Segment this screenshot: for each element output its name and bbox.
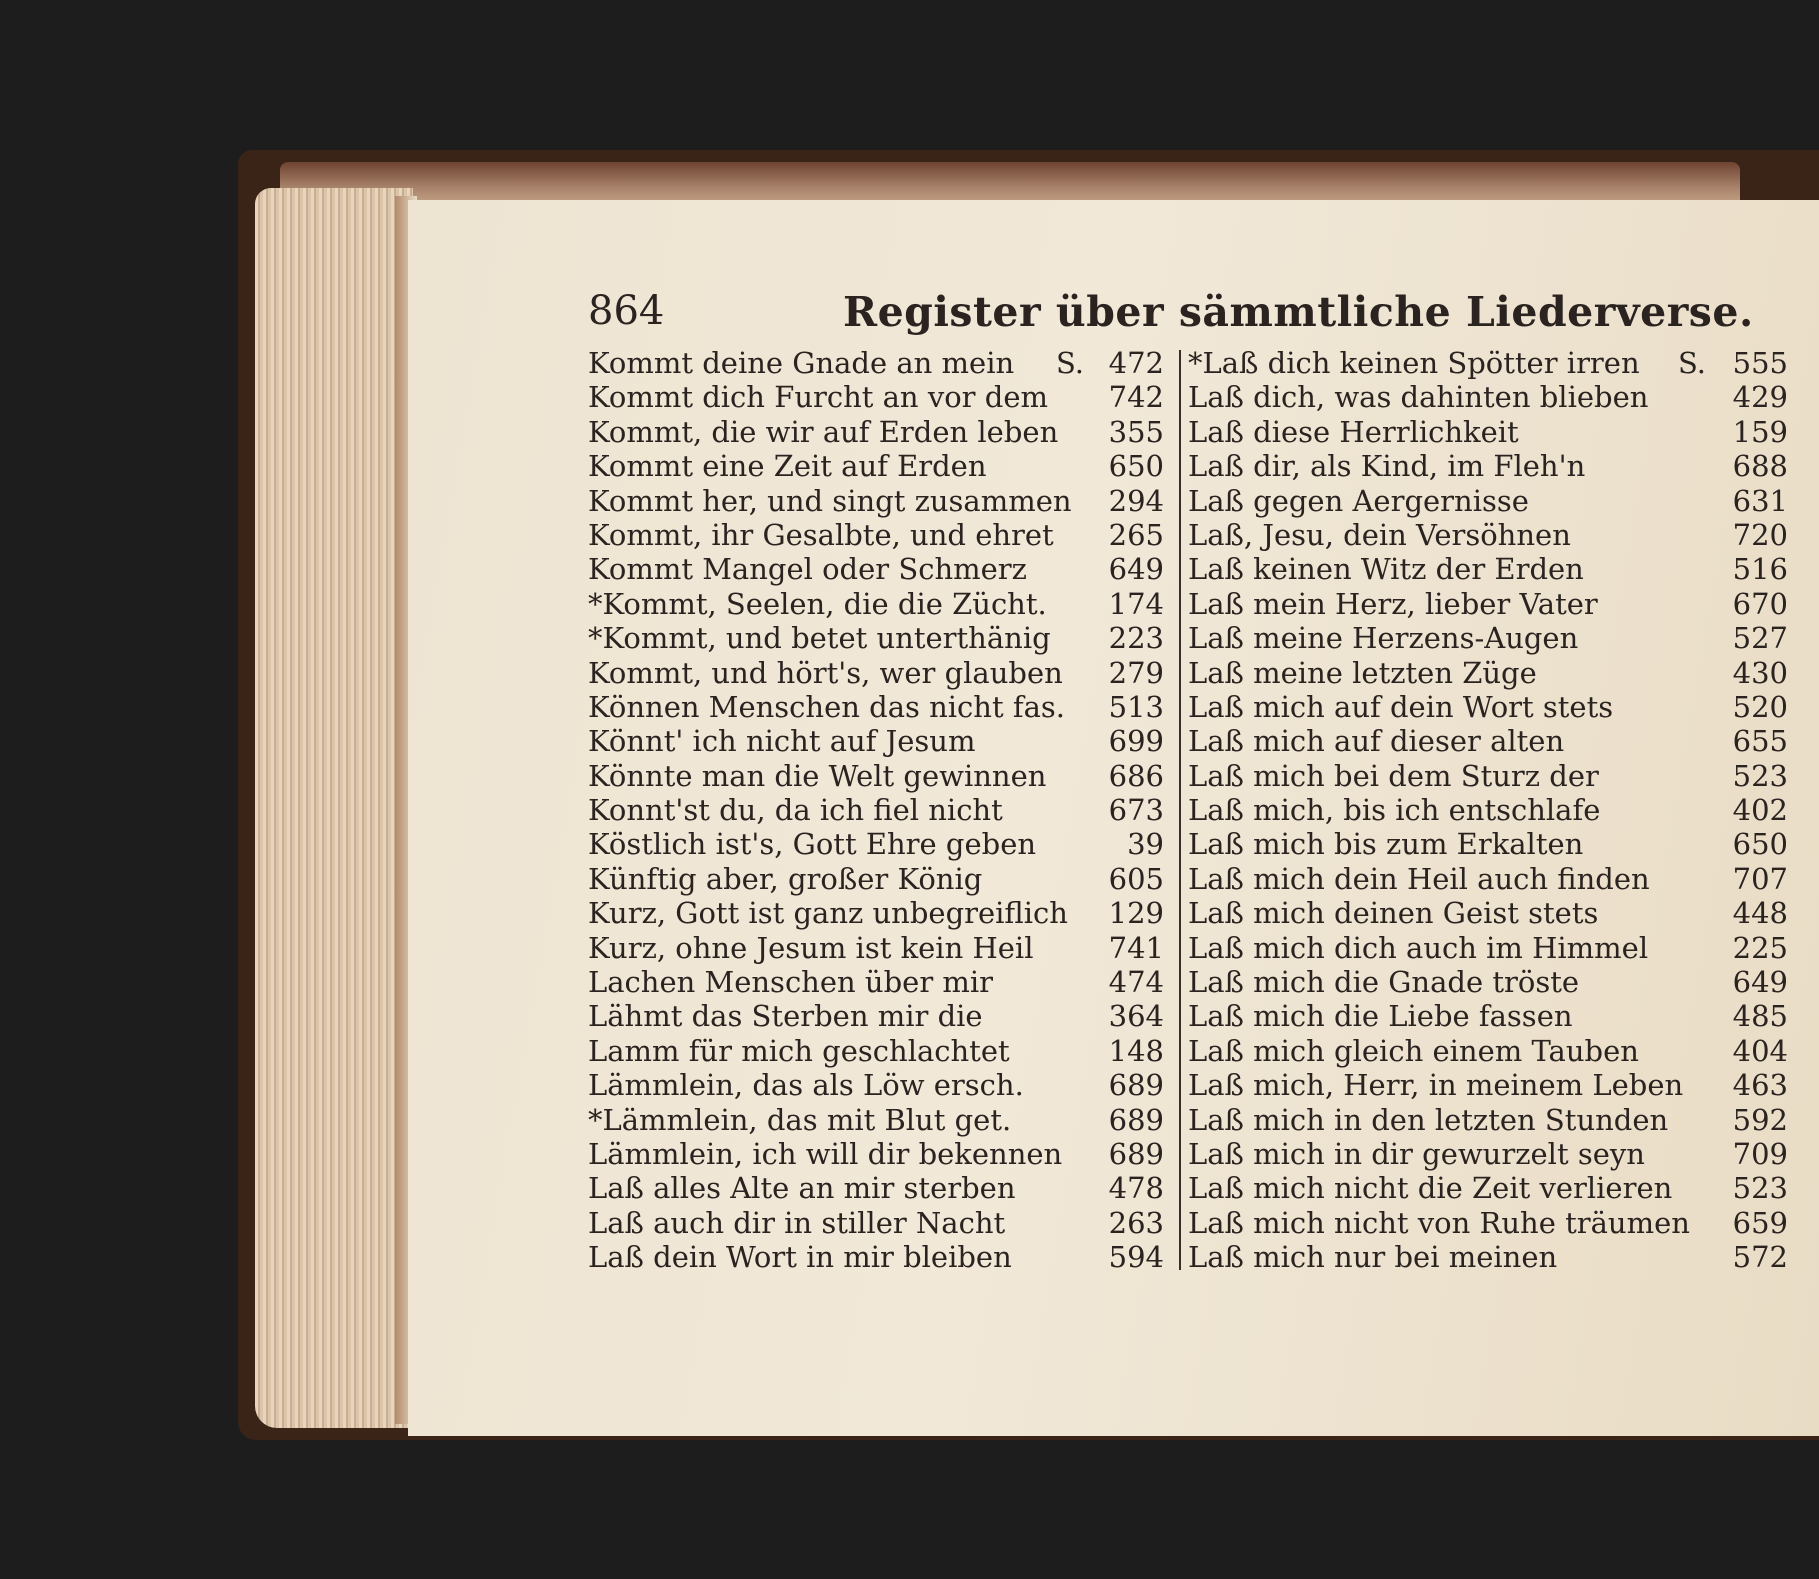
index-entry xyxy=(588,690,1164,724)
book-page xyxy=(408,200,1819,1436)
entry-text: Laß dich, was dahinten blieben xyxy=(1188,380,1649,415)
entry-text: Laß mich auf dein Wort stets xyxy=(1188,689,1614,724)
entry-text: Laß mich, Herr, in meinem Leben xyxy=(1188,1068,1684,1103)
entry-text: Laß mich nicht die Zeit verlieren xyxy=(1188,1171,1673,1206)
index-entry xyxy=(588,759,1164,793)
entry-text: Laß auch dir in stiller Nacht xyxy=(588,1205,1006,1240)
entry-text: Lachen Menschen über mir xyxy=(588,965,994,1000)
index-column-right xyxy=(1188,346,1788,1275)
entry-page-ref: 364 xyxy=(1108,999,1164,1034)
index-entry xyxy=(588,380,1164,414)
index-entry xyxy=(588,1103,1164,1137)
index-entry xyxy=(1188,587,1788,621)
index-entry xyxy=(1188,1068,1788,1102)
entry-text: *Kommt, und betet unterthänig xyxy=(588,621,1051,656)
entry-text: Laß mich deinen Geist stets xyxy=(1188,896,1599,931)
entry-page-ref: 742 xyxy=(1108,380,1164,415)
entry-text: Laß mich auf dieser alten xyxy=(1188,724,1565,759)
entry-page-ref: 650 xyxy=(1732,827,1788,862)
entry-text: Laß meine Herzens-Augen xyxy=(1188,621,1579,656)
index-entry xyxy=(588,965,1164,999)
entry-text: Laß mich, bis ich entschlafe xyxy=(1188,793,1601,828)
entry-page-ref: 279 xyxy=(1108,655,1164,690)
index-entry xyxy=(1188,862,1788,896)
index-entry xyxy=(1188,1034,1788,1068)
entry-page-ref: 709 xyxy=(1732,1136,1788,1171)
index-entry xyxy=(588,896,1164,930)
index-entry xyxy=(588,827,1164,861)
entry-text: Laß alles Alte an mir sterben xyxy=(588,1171,1016,1206)
index-entry xyxy=(588,656,1164,690)
entry-text: *Laß dich keinen Spötter irren xyxy=(1188,346,1640,380)
entry-page-ref: 572 xyxy=(1732,1240,1788,1275)
entry-text: Köstlich ist's, Gott Ehre geben xyxy=(588,827,1037,862)
entry-text: Kommt, die wir auf Erden leben xyxy=(588,414,1059,449)
index-entry xyxy=(588,793,1164,827)
entry-text: Laß mich bei dem Sturz der xyxy=(1188,758,1599,793)
book-top-edge xyxy=(280,162,1740,204)
entry-page-ref: 649 xyxy=(1732,965,1788,1000)
entry-text: Kommt her, und singt zusammen xyxy=(588,483,1072,518)
entry-page-ref: 225 xyxy=(1732,930,1788,965)
entry-text: Kommt deine Gnade an mein xyxy=(588,346,1015,380)
index-entry xyxy=(1188,1137,1788,1171)
index-entry xyxy=(1188,656,1788,690)
index-entry xyxy=(588,1068,1164,1102)
index-entry xyxy=(1188,1240,1788,1274)
index-entry xyxy=(588,1240,1164,1274)
page-title: Register über sämmtliche Liederverse. xyxy=(843,288,1754,336)
entry-page-ref: 649 xyxy=(1108,552,1164,587)
index-entry xyxy=(588,999,1164,1033)
entry-page-ref: 129 xyxy=(1108,896,1164,931)
index-entry xyxy=(588,1137,1164,1171)
entry-text: Laß mich die Gnade tröste xyxy=(1188,965,1580,1000)
index-entry xyxy=(1188,380,1788,414)
entry-page-ref: 265 xyxy=(1108,517,1164,552)
index-entry xyxy=(1188,621,1788,655)
index-entry xyxy=(1188,552,1788,586)
entry-text: Kurz, ohne Jesum ist kein Heil xyxy=(588,930,1034,965)
entry-text: Lamm für mich geschlachtet xyxy=(588,1033,1010,1068)
entry-text: Laß mich nur bei meinen xyxy=(1188,1240,1558,1275)
entry-text: Laß mein Herz, lieber Vater xyxy=(1188,586,1598,621)
entry-page-ref: 478 xyxy=(1108,1171,1164,1206)
entry-text: Laß, Jesu, dein Versöhnen xyxy=(1188,517,1571,552)
entry-page-ref: 263 xyxy=(1108,1205,1164,1240)
entry-page-ref: 472 xyxy=(1108,346,1164,380)
seite-marker: S. xyxy=(1055,346,1084,380)
entry-page-ref: 429 xyxy=(1732,380,1788,415)
entry-page-ref: 592 xyxy=(1732,1102,1788,1137)
index-entry xyxy=(1188,827,1788,861)
entry-page-ref: 631 xyxy=(1732,483,1788,518)
page-stack-edge xyxy=(255,188,413,1428)
entry-page-ref: 689 xyxy=(1108,1068,1164,1103)
index-entry xyxy=(588,862,1164,896)
index-entry xyxy=(588,449,1164,483)
entry-page-ref: 650 xyxy=(1108,449,1164,484)
index-entry xyxy=(588,415,1164,449)
entry-page-ref: 689 xyxy=(1108,1102,1164,1137)
entry-page-ref: 686 xyxy=(1108,758,1164,793)
entry-page-ref: 516 xyxy=(1732,552,1788,587)
entry-text: Lämmlein, ich will dir bekennen xyxy=(588,1136,1063,1171)
seite-marker: S. xyxy=(1677,346,1706,380)
entry-text: Laß diese Herrlichkeit xyxy=(1188,414,1519,449)
entry-text: *Kommt, Seelen, die die Zücht. xyxy=(588,586,1047,621)
index-entry xyxy=(1188,1206,1788,1240)
entry-text: Könnt' ich nicht auf Jesum xyxy=(588,724,976,759)
entry-page-ref: 741 xyxy=(1108,930,1164,965)
entry-text: Kommt dich Furcht an vor dem xyxy=(588,380,1048,415)
index-entry xyxy=(588,587,1164,621)
entry-page-ref: 527 xyxy=(1732,621,1788,656)
entry-page-ref: 404 xyxy=(1732,1033,1788,1068)
entry-page-ref: 39 xyxy=(1127,827,1164,862)
entry-page-ref: 355 xyxy=(1108,414,1164,449)
index-column-left xyxy=(588,346,1164,1275)
index-entry xyxy=(1188,793,1788,827)
entry-text: Laß dir, als Kind, im Fleh'n xyxy=(1188,449,1586,484)
entry-text: Laß mich bis zum Erkalten xyxy=(1188,827,1584,862)
entry-page-ref: 707 xyxy=(1732,861,1788,896)
entry-page-ref: 223 xyxy=(1108,621,1164,656)
index-entry xyxy=(1188,999,1788,1033)
entry-page-ref: 655 xyxy=(1732,724,1788,759)
entry-page-ref: 430 xyxy=(1732,655,1788,690)
entry-text: Laß gegen Aergernisse xyxy=(1188,483,1529,518)
entry-text: Kommt Mangel oder Schmerz xyxy=(588,552,1027,587)
entry-page-ref: 523 xyxy=(1732,1171,1788,1206)
entry-page-ref: 659 xyxy=(1732,1205,1788,1240)
entry-page-ref: 520 xyxy=(1732,689,1788,724)
entry-page-ref: 555 xyxy=(1732,346,1788,380)
entry-page-ref: 174 xyxy=(1108,586,1164,621)
index-entry xyxy=(1188,965,1788,999)
entry-text: Laß dein Wort in mir bleiben xyxy=(588,1240,1012,1275)
entry-text: Laß mich in den letzten Stunden xyxy=(1188,1102,1669,1137)
index-entry xyxy=(1188,346,1788,380)
index-entry xyxy=(588,518,1164,552)
entry-page-ref: 513 xyxy=(1108,689,1164,724)
entry-text: Laß mich in dir gewurzelt seyn xyxy=(1188,1136,1645,1171)
entry-page-ref: 448 xyxy=(1732,896,1788,931)
entry-text: Lähmt das Sterben mir die xyxy=(588,999,983,1034)
entry-page-ref: 594 xyxy=(1108,1240,1164,1275)
entry-text: Künftig aber, großer König xyxy=(588,861,983,896)
entry-page-ref: 523 xyxy=(1732,758,1788,793)
entry-text: Kommt, ihr Gesalbte, und ehret xyxy=(588,517,1054,552)
index-entry xyxy=(1188,1103,1788,1137)
index-entry xyxy=(588,1206,1164,1240)
entry-page-ref: 605 xyxy=(1108,861,1164,896)
entry-text: Laß meine letzten Züge xyxy=(1188,655,1537,690)
entry-page-ref: 148 xyxy=(1108,1033,1164,1068)
page-header xyxy=(588,288,1754,348)
entry-page-ref: 720 xyxy=(1732,517,1788,552)
entry-text: Laß mich nicht von Ruhe träumen xyxy=(1188,1205,1690,1240)
index-entry xyxy=(588,724,1164,758)
entry-text: Kommt, und hört's, wer glauben xyxy=(588,655,1063,690)
index-entry xyxy=(588,621,1164,655)
entry-page-ref: 294 xyxy=(1108,483,1164,518)
index-entry xyxy=(1188,518,1788,552)
entry-page-ref: 463 xyxy=(1732,1068,1788,1103)
entry-text: Laß keinen Witz der Erden xyxy=(1188,552,1584,587)
entry-text: Lämmlein, das als Löw ersch. xyxy=(588,1068,1024,1103)
index-entry xyxy=(1188,449,1788,483)
column-divider xyxy=(1179,350,1181,1270)
entry-text: Konnt'st du, da ich fiel nicht xyxy=(588,793,1003,828)
index-entry xyxy=(588,1171,1164,1205)
index-entry xyxy=(588,346,1164,380)
index-entry xyxy=(1188,896,1788,930)
index-entry xyxy=(588,1034,1164,1068)
entry-page-ref: 689 xyxy=(1108,1136,1164,1171)
entry-text: Laß mich dich auch im Himmel xyxy=(1188,930,1649,965)
entry-page-ref: 670 xyxy=(1732,586,1788,621)
index-entry xyxy=(1188,484,1788,518)
entry-page-ref: 485 xyxy=(1732,999,1788,1034)
entry-text: Laß mich dein Heil auch finden xyxy=(1188,861,1650,896)
entry-page-ref: 159 xyxy=(1732,414,1788,449)
entry-text: Kommt eine Zeit auf Erden xyxy=(588,449,987,484)
index-entry xyxy=(588,931,1164,965)
page-number: 864 xyxy=(588,288,665,334)
index-entry xyxy=(1188,724,1788,758)
index-entry xyxy=(1188,415,1788,449)
index-entry xyxy=(588,552,1164,586)
index-entry xyxy=(1188,931,1788,965)
index-entry xyxy=(588,484,1164,518)
entry-page-ref: 699 xyxy=(1108,724,1164,759)
entry-text: Könnte man die Welt gewinnen xyxy=(588,758,1047,793)
index-entry xyxy=(1188,1171,1788,1205)
entry-text: Kurz, Gott ist ganz unbegreiflich xyxy=(588,896,1068,931)
entry-page-ref: 688 xyxy=(1732,449,1788,484)
entry-text: *Lämmlein, das mit Blut get. xyxy=(588,1102,1012,1137)
entry-page-ref: 673 xyxy=(1108,793,1164,828)
index-entry xyxy=(1188,759,1788,793)
entry-text: Können Menschen das nicht fas. xyxy=(588,689,1065,724)
index-entry xyxy=(1188,690,1788,724)
entry-text: Laß mich gleich einem Tauben xyxy=(1188,1033,1639,1068)
entry-text: Laß mich die Liebe fassen xyxy=(1188,999,1573,1034)
entry-page-ref: 402 xyxy=(1732,793,1788,828)
entry-page-ref: 474 xyxy=(1108,965,1164,1000)
